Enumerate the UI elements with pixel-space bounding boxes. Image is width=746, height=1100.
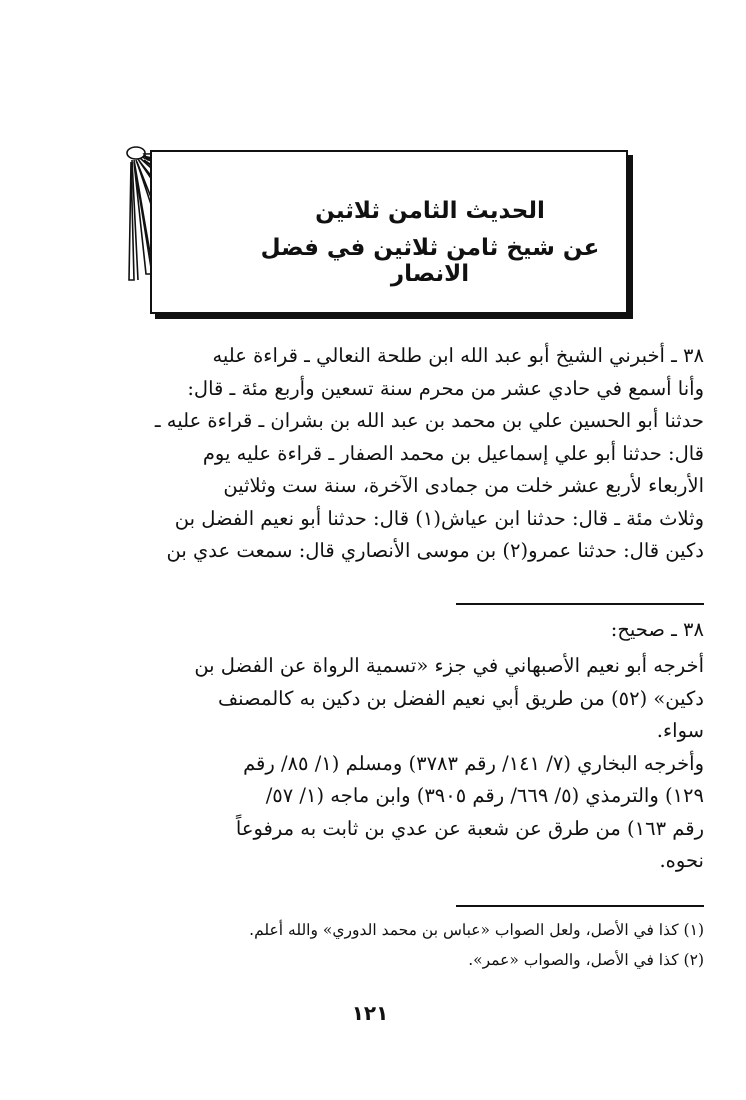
- footnotes: [104, 915, 704, 975]
- text-line: قال: حدثنا أبو علي إسماعيل بن محمد الصفار ـ قراءة عليه يوم: [202, 441, 704, 465]
- note-line: نحوه.: [659, 849, 704, 872]
- text-line: الأربعاء لأربع عشر خلت من جمادى الآخرة، سنة ست وثلاثين: [223, 474, 704, 497]
- text-line: وثلاث مئة ـ قال: حدثنا ابن عياش(١) قال: حدثنا أبو نعيم الفضل بن: [174, 506, 704, 530]
- note-line: ١٢٩) والترمذي (٥/ ٦٦٩/ رقم ٣٩٠٥) وابن ماجه (١/ ٥٧/: [265, 784, 704, 807]
- text-line: ٣٨ ـ أخبرني الشيخ أبو عبد الله ابن طلحة النعالي ـ قراءة عليه: [212, 344, 704, 367]
- heading-frame: [150, 150, 628, 314]
- note-line: وأخرجه البخاري (٧/ ١٤١/ رقم ٣٧٨٣) ومسلم (١/ ٨٥/ رقم: [243, 751, 704, 775]
- note-line: دكين» (٥٢) من طريق أبي نعيم الفضل بن دكين به كالمصنف: [217, 686, 704, 710]
- footnote-1: (١) كذا في الأصل، ولعل الصواب «عباس بن محمد الدوري» والله أعلم.: [249, 921, 704, 939]
- takhrij-heading: ٣٨ ـ صحيح:: [610, 618, 704, 641]
- hadith-subtitle: عن شيخ ثامن ثلاثين في فضل الانصار: [260, 235, 600, 287]
- footnote-divider: [456, 905, 704, 907]
- text-line: دكين قال: حدثنا عمرو(٢) بن موسى الأنصاري قال: سمعت عدي بن: [166, 539, 704, 562]
- text-line: حدثنا أبو الحسين علي بن محمد بن عبد الله بن بشران ـ قراءة عليه ـ: [154, 409, 704, 432]
- section-divider: [456, 603, 704, 605]
- footnote-2: (٢) كذا في الأصل، والصواب «عمر».: [468, 951, 704, 969]
- page-number: ١٢١: [351, 1001, 389, 1025]
- takhrij-text: [104, 650, 704, 878]
- note-line: سواء.: [656, 719, 704, 742]
- hadith-isnad-text: [104, 340, 704, 568]
- text-line: وأنا أسمع في حادي عشر من محرم سنة تسعين وأربع مئة ـ قال:: [187, 376, 704, 400]
- note-line: رقم ١٦٣) من طرق عن شعبة عن عدي بن ثابت به مرفوعاً: [235, 816, 704, 840]
- hadith-title: الحديث الثامن ثلاثين: [315, 198, 545, 224]
- note-line: أخرجه أبو نعيم الأصبهاني في جزء «تسمية الرواة عن الفضل بن: [194, 654, 704, 677]
